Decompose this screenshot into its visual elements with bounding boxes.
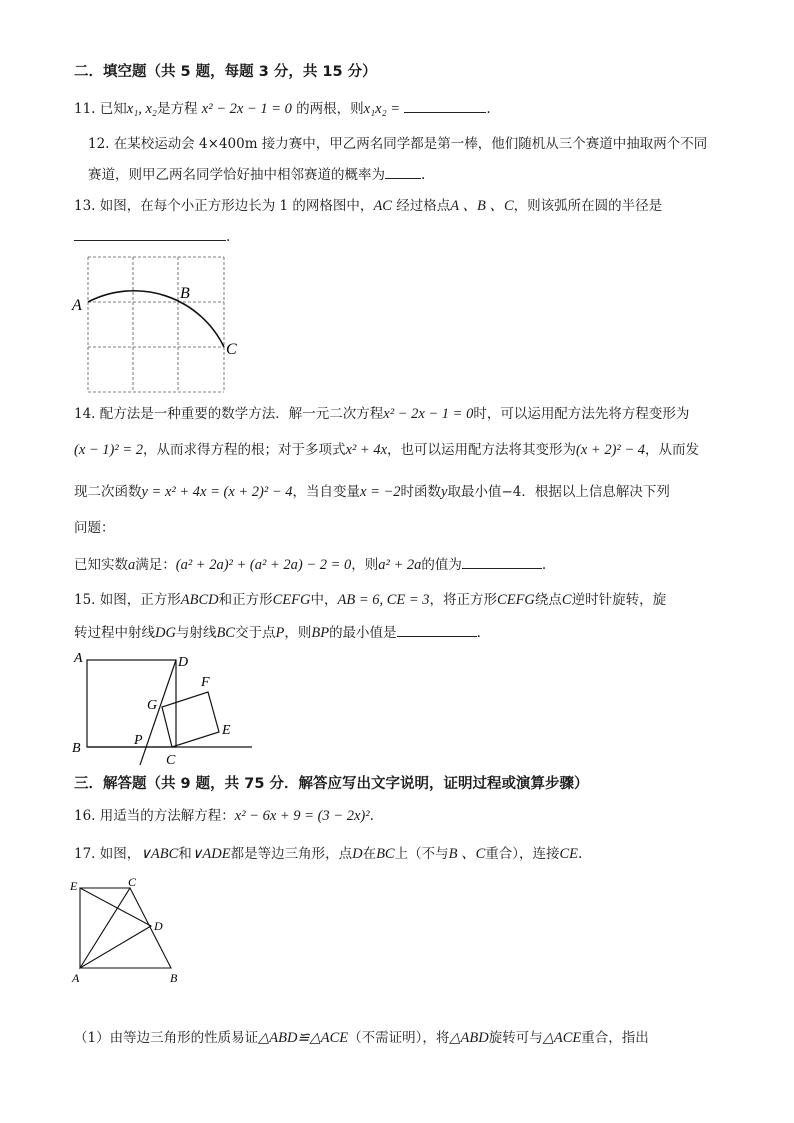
question-14-line-4: 问题： — [74, 520, 115, 536]
grid-lines — [88, 257, 224, 392]
question-14-line-1: 14. 配方法是一种重要的数学方法．解一元二次方程x² − 2x − 1 = 0时，可以运用配方法先将方程变形为 — [74, 406, 690, 422]
label-f: F — [201, 675, 210, 690]
question-14-line-3: 现二次函数y = x² + 4x = (x + 2)² − 4，当自变量x = −2时函数y取最小值−4．根据以上信息解决下列 — [74, 484, 670, 500]
square-cefg — [162, 692, 219, 747]
question-13: 13. 如图，在每个小正方形边长为 1 的网格图中，AC 经过格点A 、B 、C，则该弧所在圆的半径是 — [74, 198, 663, 214]
label-c: C — [128, 875, 137, 889]
label-a: A — [72, 297, 82, 314]
answer-blank[interactable] — [74, 226, 226, 241]
figure-13-grid-arc — [70, 252, 240, 402]
question-14-line-2: (x − 1)² = 2，从而求得方程的根；对于多项式x² + 4x，也可以运用配方法将其变形为(x + 2)² − 4，从而发 — [74, 442, 700, 458]
label-c: C — [226, 341, 237, 358]
question-14-line-5: 已知实数a满足：(a² + 2a)² + (a² + 2a) − 2 = 0，则a² + 2a的值为 . — [74, 554, 546, 575]
label-d: D — [178, 655, 189, 670]
section-2-heading: 二．填空题（共 5 题，每题 3 分，共 15 分） — [74, 64, 377, 80]
question-16: 16. 用适当的方法解方程：x² − 6x + 9 = (3 − 2x)². — [74, 808, 374, 824]
answer-blank[interactable] — [397, 622, 477, 637]
label-g: G — [147, 698, 158, 713]
question-12-line-2: 赛道，则甲乙两名同学恰好抽中相邻赛道的概率为 . — [88, 164, 425, 185]
label-e: E — [222, 723, 231, 738]
label-b: B — [180, 285, 190, 302]
section-3-heading: 三．解答题（共 9 题，共 75 分．解答应写出文字说明，证明过程或演算步骤） — [74, 776, 589, 792]
question-12-line-1: 12. 在某校运动会 4×400m 接力赛中，甲乙两名同学都是第一棒，他们随机从三个赛道中抽取两个不同 — [88, 136, 708, 152]
answer-blank[interactable] — [385, 164, 421, 179]
label-e: E — [70, 879, 78, 893]
ray-dg — [140, 660, 176, 765]
label-b: B — [72, 741, 81, 756]
square-abcd — [87, 660, 176, 747]
answer-blank[interactable] — [404, 98, 486, 113]
answer-blank[interactable] — [462, 554, 542, 569]
figure-17-triangles — [66, 874, 196, 989]
label-c: C — [166, 753, 176, 768]
question-17-part-1: （1）由等边三角形的性质易证△ABD≌△ACE（不需证明），将△ABD旋转可与△ACE重合，指出 — [74, 1030, 649, 1046]
label-a: A — [74, 651, 83, 666]
label-d: D — [154, 919, 163, 933]
label-a: A — [72, 971, 80, 985]
question-15-line-1: 15. 如图，正方形ABCD和正方形CEFG中，AB = 6, CE = 3，将正方形CEFG绕点C逆时针旋转，旋 — [74, 592, 667, 608]
figure-15-squares — [70, 650, 260, 770]
triangle-ade — [80, 888, 151, 968]
question-15-line-2: 转过程中射线DG与射线BC交于点P，则BP的最小值是 . — [74, 622, 481, 643]
label-p: P — [134, 733, 143, 748]
arc-ac — [88, 291, 224, 347]
question-11: 11. 已知x₁, x₂是方程 x² − 2x − 1 = 0 的两根，则x₁x₂ = . — [74, 98, 491, 119]
question-13-answer-line: . — [74, 226, 230, 247]
question-17: 17. 如图，∨ABC和∨ADE都是等边三角形，点D在BC上（不与B 、C重合），连接CE. — [74, 846, 583, 862]
label-b: B — [170, 971, 178, 985]
